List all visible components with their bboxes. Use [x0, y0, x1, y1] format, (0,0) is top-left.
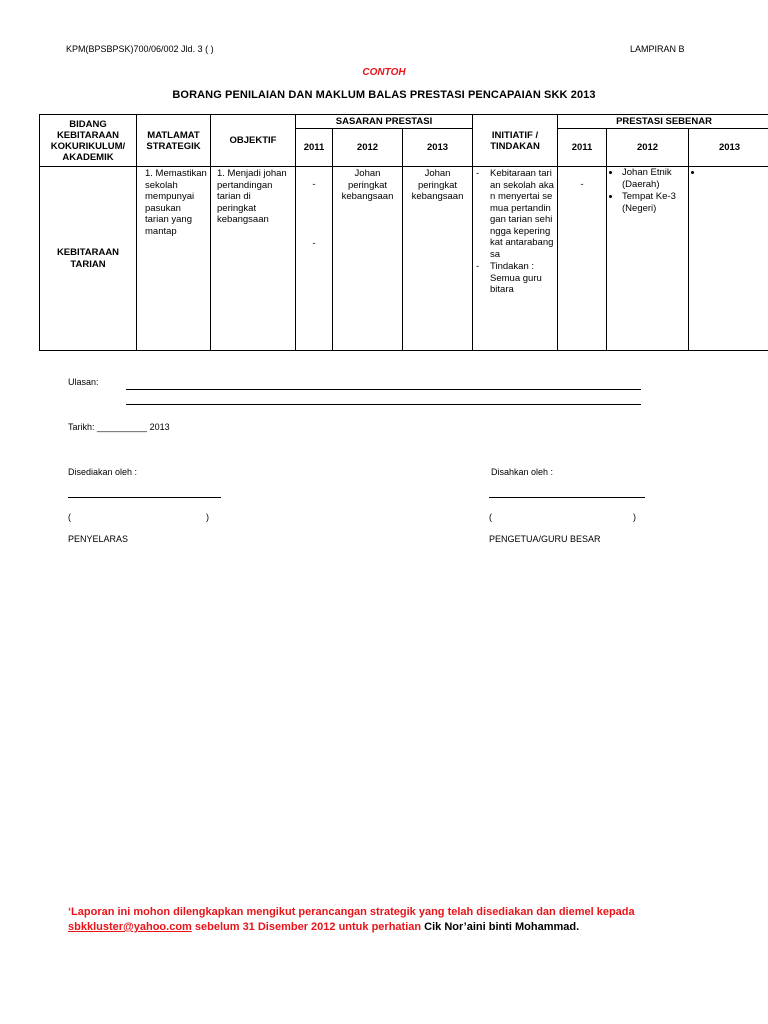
cell-matlamat — [137, 167, 211, 351]
initiatif-text-1: Kebitaraan tarian sekolah akan menyertai semua pertandingan tarian sehingga keperingkat antarabangsa — [490, 168, 554, 260]
disediakan-label: Disediakan oleh : — [68, 467, 138, 477]
disahkan-signature-line[interactable] — [489, 497, 645, 498]
sasaran-2011-dash-b: - — [312, 238, 316, 249]
header-prestasi-2012: 2012 — [607, 129, 689, 167]
table-row — [40, 167, 768, 351]
list-item: • Johan Etnik (Daerah) — [621, 167, 686, 191]
footnote — [68, 905, 748, 935]
cell-objektif — [211, 167, 296, 351]
pengetua-label: PENGETUA/GURU BESAR — [489, 534, 601, 544]
ulasan-line-1[interactable] — [126, 389, 641, 390]
prestasi-2013-list — [689, 167, 768, 179]
disediakan-bracket-close: ) — [206, 512, 209, 522]
cell-prestasi-2013 — [689, 167, 768, 351]
initiatif-item-1 — [473, 167, 557, 261]
prestasi-2011-dash: - — [580, 179, 584, 190]
disahkan-bracket-close: ) — [633, 512, 636, 522]
header-sasaran-2013: 2013 — [403, 129, 473, 167]
header-bidang: BIDANG KEBITARAAN KOKURIKULUM/ AKADEMIK — [40, 115, 137, 167]
list-item: • Tempat Ke-3 (Negeri) — [621, 191, 686, 215]
cell-sasaran-2011 — [296, 167, 333, 351]
initiatif-marker-1: - — [476, 168, 480, 179]
footnote-text-2: sebelum 31 Disember 2012 untuk perhatian — [191, 921, 425, 933]
penyelaras-label: PENYELARAS — [68, 534, 129, 544]
header-sasaran-2012: 2012 — [333, 129, 403, 167]
header-sasaran-2011: 2011 — [296, 129, 333, 167]
email-link[interactable]: sbkkluster@yahoo.com — [68, 921, 192, 933]
lampiran-label: LAMPIRAN B — [630, 44, 685, 54]
disahkan-label: Disahkan oleh : — [491, 467, 554, 477]
sasaran-2011-dash-a: - — [312, 179, 316, 190]
contoh-label: CONTOH — [362, 67, 406, 78]
sasaran-2012-text: Johan peringkat kebangsaan — [341, 168, 394, 202]
initiatif-text-2: Tindakan : Semua guru bitara — [490, 261, 542, 295]
sasaran-2013-text: Johan peringkat kebangsaan — [411, 168, 464, 202]
header-objektif: OBJEKTIF — [211, 115, 296, 167]
matlamat-text: 1. Memastikan sekolah mempunyai pasukan tarian yang mantap — [145, 168, 207, 237]
header-prestasi-2013: 2013 — [689, 129, 768, 167]
reference-number: KPM(BPSBPSK)700/06/002 Jld. 3 ( ) — [66, 44, 214, 54]
prestasi-2012-list — [607, 167, 688, 215]
disahkan-bracket-open: ( — [489, 512, 492, 522]
cell-initiatif — [473, 167, 558, 351]
footnote-person: Cik Nor’aini binti Mohammad. — [424, 921, 580, 933]
ulasan-label: Ulasan: — [68, 377, 99, 387]
list-item — [703, 167, 768, 179]
header-prestasi: PRESTASI SEBENAR — [558, 115, 768, 129]
form-title: BORANG PENILAIAN DAN MAKLUM BALAS PRESTASI PENCAPAIAN SKK 2013 — [172, 89, 596, 101]
disediakan-signature-line[interactable] — [68, 497, 221, 498]
assessment-table — [39, 114, 768, 351]
ulasan-line-2[interactable] — [126, 404, 641, 405]
header-initiatif: INITIATIF / TINDAKAN — [473, 115, 558, 167]
header-sasaran: SASARAN PRESTASI — [296, 115, 473, 129]
cell-prestasi-2011 — [558, 167, 607, 351]
initiatif-marker-2: - — [476, 261, 480, 272]
cell-prestasi-2012 — [607, 167, 689, 351]
objektif-text: 1. Menjadi johan pertandingan tarian di peringkat kebangsaan — [217, 168, 287, 225]
cell-sasaran-2013 — [403, 167, 473, 351]
tarikh-field[interactable]: Tarikh: __________ 2013 — [68, 422, 170, 432]
header-prestasi-2011: 2011 — [558, 129, 607, 167]
header-matlamat: MATLAMAT STRATEGIK — [137, 115, 211, 167]
initiatif-item-2 — [473, 261, 557, 297]
cell-bidang: KEBITARAAN TARIAN — [40, 167, 137, 351]
cell-sasaran-2012 — [333, 167, 403, 351]
disediakan-bracket-open: ( — [68, 512, 71, 522]
footnote-text-1: ‘Laporan ini mohon dilengkapkan mengikut perancangan strategik yang telah disediakan dan diemel kepada — [68, 906, 635, 918]
